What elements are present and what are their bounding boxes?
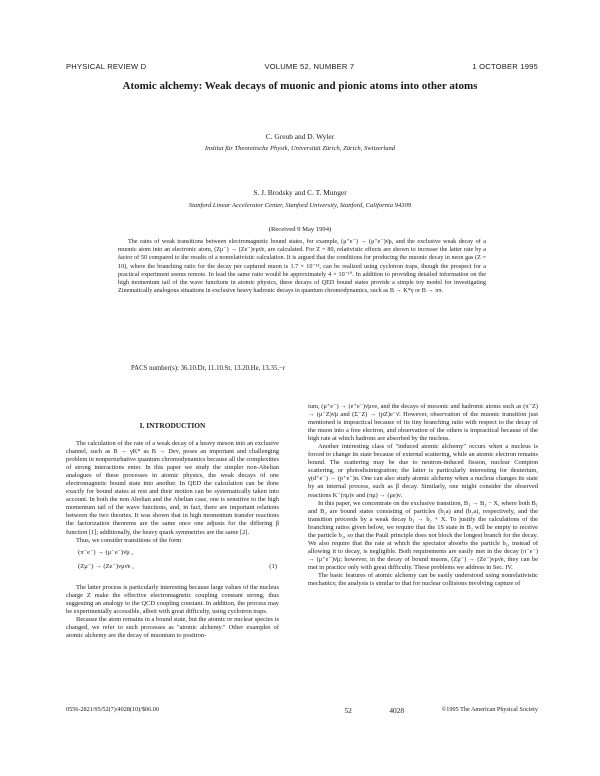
right-paragraph-4: The basic features of atomic alchemy can be easily understood using nonrelativistic mechanics; the analysis is similar to that for nuclear collisions involving capture of	[308, 571, 538, 588]
received-date: (Received 9 May 1994)	[268, 226, 332, 233]
left-paragraph-2: Thus, we consider transitions of the form	[76, 536, 182, 544]
journal-volume: VOLUME 52, NUMBER 7	[264, 62, 355, 71]
right-column	[308, 403, 538, 588]
author-line-1: C. Greub and D. Wyler	[265, 132, 335, 141]
section-heading: I. INTRODUCTION	[139, 421, 206, 430]
pacs-numbers: PACS number(s): 36.10.Dr, 11.10.St, 13.20.He, 13.35.−r	[131, 365, 286, 372]
affiliation-2: Stanford Linear Accelerator Center, Stanford University, Stanford, California 94309	[188, 202, 412, 209]
left-paragraph-1: The calculation of the rate of a weak decay of a heavy meson into an exclusive channel, such as B → γK* as B → Dev, poses an important and challenging problem in nonperturbative quantum chromodynamics because all the complexities of strong interactions enter. In this paper we study the simpler non-Abelian analogues of these processes in atomic physics, the weak decays of one electromagnetic bound state into another. In QED the calculation can be done exactly for bound states at rest and their motion can be systematically taken into account. In both the non Abelian and the Abelian case, one is sensitive to the high momentum tail of the wave functions, and, in fact, there are important relations between the two theories. It was shown that in high momentum transfer reactions the factorization theorems are the same once one adjusts for the differing β function [1]; additionally, the heavy quark symmetries are the same [2].	[66, 440, 279, 536]
footer-page-number: 4028	[389, 706, 405, 715]
author-line-2: S. J. Brodsky and C. T. Munger	[253, 188, 347, 197]
journal-header	[66, 62, 538, 71]
page-footer	[66, 706, 538, 715]
paper-title: Atomic alchemy: Weak decays of muonic and pionic atoms into other atoms	[122, 80, 478, 92]
affiliation-1: Institut für Theoretische Physik, Universität Zürich, Zürich, Switzerland	[204, 145, 396, 152]
right-paragraph-3: In this paper, we concentrate on the exclusive transition, B₁ → B₂ − X, where both B₁ and B₂ are bound states consisting of particles (b₁a) and (b₂a), respectively, and the transition proceeds by a weak decay b₁ → b₂ + X. To justify the calculations of the branching ratios given below, we require that the 1S state in B₂ will be empty to receive the particle b₂, so that the Pauli principle does not block the longest branch for the decay. We also require that the rate at which the spectator absorbs the particle b₁, instead of allowing it to decay, is negligible. Both requirements are easily met in the decay (π⁻e⁻) → (μ⁺e⁻)ν̄μ; however, in the decay of bound muons, (Zμ⁻) → (Ze⁻)νμν̄e, they can be met in practice only with great difficulty. These problems we address in Sec. IV.	[308, 499, 538, 571]
equation-line-1: (π⁻e⁻) → (μ⁻e⁻)ν̄μ ,	[78, 548, 134, 556]
journal-date: 1 OCTOBER 1995	[472, 62, 538, 71]
right-paragraph-2: Another interesting class of "induced atomic alchemy" occurs when a nucleus is forced to change its state because of external scattering, while an atomic electron remains bound. The scattering may be due to neutron-induced fission, nuclear Compton scattering, or photodisintegration; the latter is particularly interesting for deuterium, γ(d⁺e⁻) → (p⁺e⁻)n. One can also study atomic alchemy when a nucleus changes its state by an internal process, such as β decay. Similarly, one might consider the observed reactions K⁻(πμ)ν and (πμ) → (μe)ν.	[308, 443, 538, 499]
abstract: The rates of weak transitions between electromagnetic bound states, for example, (μ⁺e⁻) → (μ⁺e⁻)ν̄μ, and the exclusive weak decay of a muonic atom into an electronic atom, (Zμ⁻) → (Ze⁻)νμν̄e, are calculated. For Z = 80, relativistic effects are shown to increase the latter rate by a factor of 50 compared to the results of a nonrelativistic calculation. It is argued that the conditions for producing the muonic decay in neon gas (Z = 10), where the branching ratio for the decay per captured muon is 1.7 × 10⁻¹³, can be realized using cyclotron traps, though the prospect for a practical experiment seems remote. In lead the same ratio would be approximately 4 × 10⁻¹⁰. In addition to providing detailed information on the high momentum tail of the wave functions in atomic physics, these decays of QED bound states provide a simple toy model for investigating Zinematically analogous situations in exclusive heavy hadronic decays in quantum chromodynamics, such as B → K*γ or B → ππ.	[118, 238, 486, 295]
equation-line-2: (Zμ⁻) → (Ze⁻)νμν̄e ,	[78, 562, 134, 570]
footer-volume: 52	[344, 706, 352, 715]
left-paragraph-3: The latter process is particularly interesting because large values of the nucleus charge Z make the effective electromagnetic coupling constant strong, thus suggesting an analogy to the QCD coupling constant. In addition, the process may be experimentally accessible, albeit with great difficulty, using cyclotron traps.	[66, 583, 279, 615]
journal-name: PHYSICAL REVIEW D	[66, 62, 147, 71]
left-paragraph-4: Because the atom remains in a bound state, but the atomic or nuclear species is changed, we refer to such processes as "atomic alchemy." Other examples of atomic alchemy are the decay of muonium to positron-	[66, 615, 279, 639]
right-paragraph-1: ium, (μ⁺e⁻) → (e⁺e⁻)ν̄μνe, and the decays of mesonic and hadronic atoms such as (π⁻Z) → (μ⁻Z)ν̄μ and (Σ⁻Z) → (pZ)e⁻ν̄. However, observation of the muonic transition just mentioned is impractical because of its tiny branching ratio with respect to the decay of the muon into a free electron, and observation of the others is impractical because of the high rate at which hadrons are absorbed by the nucleus.	[308, 403, 538, 443]
left-column	[66, 440, 279, 640]
footer-code: 0556-2821/95/52(7)/4028(10)/$06.00	[66, 706, 159, 713]
equation-1	[66, 547, 279, 581]
equation-number: (1)	[269, 562, 277, 570]
footer-copyright: ©1995 The American Physical Society	[441, 706, 538, 713]
